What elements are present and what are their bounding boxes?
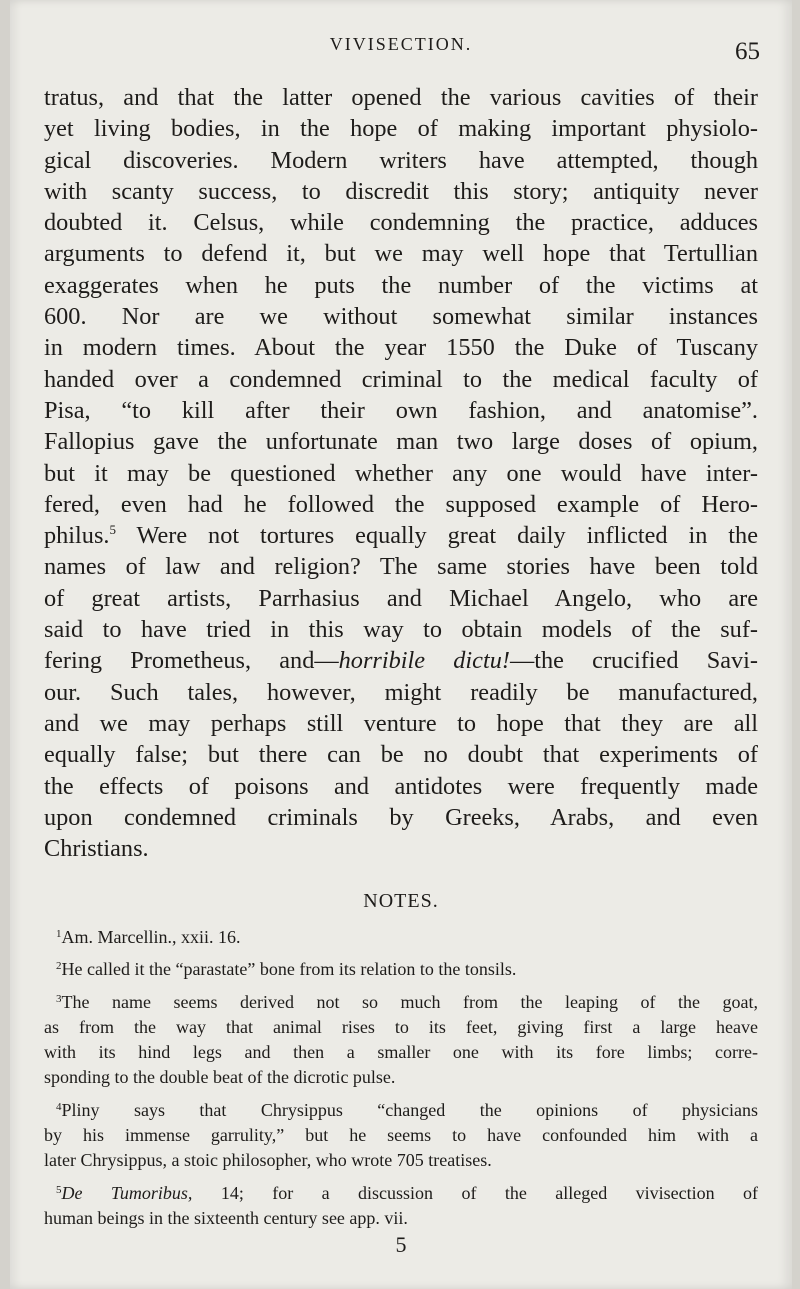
footnote-number: 3 xyxy=(56,992,62,1005)
page-number: 65 xyxy=(735,38,760,65)
text-run: fered, even had he followed the supposed example of Hero- xyxy=(44,490,758,518)
text-run: later Chrysippus, a stoic philosopher, who wrote 705 treatises. xyxy=(44,1150,492,1171)
text-line xyxy=(44,176,758,207)
text-line xyxy=(44,771,758,802)
footnote-line xyxy=(44,1181,758,1206)
text-run: Christians. xyxy=(44,835,149,863)
text-run: as from the way that animal rises to its feet, giving first a large heave xyxy=(44,1016,758,1037)
text-run: but it may be questioned whether any one would have inter- xyxy=(44,459,758,487)
text-line xyxy=(44,364,758,395)
text-line xyxy=(44,489,758,520)
text-run: human beings in the sixteenth century see app. vii. xyxy=(44,1207,408,1228)
text-run: of great artists, Parrhasius and Michael Angelo, who are xyxy=(44,584,758,612)
text-run: sponding to the double beat of the dicrotic pulse. xyxy=(44,1067,396,1088)
text-line xyxy=(44,332,758,363)
footnote-line xyxy=(44,990,758,1015)
text-run: the effects of poisons and antidotes were frequently made xyxy=(44,772,758,800)
text-line xyxy=(44,583,758,614)
footnote-2 xyxy=(44,957,758,982)
text-run: The name seems derived not so much from the leaping of the goat, xyxy=(61,991,758,1012)
text-line xyxy=(44,645,758,676)
footnote-line xyxy=(44,1015,758,1040)
footnote-line xyxy=(44,925,758,950)
text-line xyxy=(44,802,758,833)
notes-heading: NOTES. xyxy=(363,890,439,912)
signature-mark: 5 xyxy=(395,1232,407,1257)
running-title: VIVISECTION. xyxy=(329,34,473,54)
text-run: in modern times. About the year 1550 the Duke of Tuscany xyxy=(44,334,758,362)
text-line xyxy=(44,739,758,770)
text-run: Pisa, “to kill after their own fashion, and anatomise”. xyxy=(44,396,758,424)
text-run: doubted it. Celsus, while condemning the practice, adduces xyxy=(44,209,758,237)
text-line xyxy=(44,833,758,864)
notes-section xyxy=(44,925,758,1238)
text-line xyxy=(44,458,758,489)
italic-text: horribile dictu! xyxy=(338,647,510,675)
text-line xyxy=(44,551,758,582)
book-page xyxy=(10,0,792,1289)
text-run: He called it the “parastate” bone from its relation to the tonsils. xyxy=(61,959,517,980)
page-header xyxy=(10,30,792,65)
footnote-3 xyxy=(44,990,758,1091)
text-line xyxy=(44,395,758,426)
footnote-ref: 5 xyxy=(109,522,116,538)
text-run: and we may perhaps still venture to hope that they are all xyxy=(44,709,758,737)
footnote-number: 4 xyxy=(56,1100,62,1113)
text-run: our. Such tales, however, might readily be manufactured, xyxy=(44,678,758,706)
text-run: said to have tried in this way to obtain models of the suf- xyxy=(44,616,758,644)
text-line xyxy=(44,270,758,301)
footnote-line xyxy=(44,1148,758,1173)
text-line xyxy=(44,113,758,144)
text-run: by his immense garrulity,” but he seems to have confounded him with a xyxy=(44,1125,758,1146)
footnote-line xyxy=(44,1123,758,1148)
text-run: with scanty success, to discredit this story; antiquity never xyxy=(44,177,758,205)
text-line xyxy=(44,426,758,457)
footnote-line xyxy=(44,1098,758,1123)
text-line xyxy=(44,520,758,551)
footnote-line xyxy=(44,1065,758,1090)
text-run: Pliny says that Chrysippus “changed the opinions of physicians xyxy=(61,1099,758,1120)
text-run: upon condemned criminals by Greeks, Arabs, and even xyxy=(44,803,758,831)
text-run: Am. Marcellin., xxii. 16. xyxy=(61,927,241,947)
text-line xyxy=(44,301,758,332)
text-run: Were not tortures equally great daily inflicted in the xyxy=(115,522,758,550)
footnote-line xyxy=(44,1206,758,1231)
text-run: with its hind legs and then a smaller one with its fore limbs; corre- xyxy=(44,1042,758,1063)
text-line xyxy=(44,677,758,708)
text-run: yet living bodies, in the hope of making important physiolo- xyxy=(44,115,758,143)
italic-text: De Tumoribus, xyxy=(61,1182,193,1203)
footnote-number: 2 xyxy=(56,960,62,973)
text-run: philus. xyxy=(44,522,110,550)
text-line xyxy=(44,207,758,238)
text-run: equally false; but there can be no doubt that experiments of xyxy=(44,741,758,769)
footnote-5 xyxy=(44,1181,758,1232)
text-run: 600. Nor are we without somewhat similar instances xyxy=(44,303,758,331)
main-text xyxy=(44,82,758,864)
text-run: names of law and religion? The same stories have been told xyxy=(44,553,758,581)
text-run: gical discoveries. Modern writers have attempted, though xyxy=(44,146,758,174)
text-line xyxy=(44,614,758,645)
text-line xyxy=(44,708,758,739)
text-run: arguments to defend it, but we may well hope that Tertullian xyxy=(44,240,758,268)
footnote-number: 1 xyxy=(56,928,62,940)
footnote-number: 5 xyxy=(56,1183,62,1196)
footnote-4 xyxy=(44,1098,758,1174)
text-line xyxy=(44,238,758,269)
footnote-1 xyxy=(44,925,758,950)
footnote-line xyxy=(44,957,758,982)
text-line xyxy=(44,145,758,176)
footnote-line xyxy=(44,1040,758,1065)
text-run: exaggerates when he puts the number of the victims at xyxy=(44,271,758,299)
text-run: Fallopius gave the unfortunate man two large doses of opium, xyxy=(44,428,758,456)
text-run: fering Prometheus, and— xyxy=(44,647,339,675)
text-run: tratus, and that the latter opened the various cavities of their xyxy=(44,84,758,111)
text-run: handed over a condemned criminal to the medical faculty of xyxy=(44,365,758,393)
text-line xyxy=(44,82,758,113)
text-run: 14; for a discussion of the alleged vivisection of xyxy=(192,1182,758,1203)
text-run: —the crucified Savi- xyxy=(509,647,759,675)
